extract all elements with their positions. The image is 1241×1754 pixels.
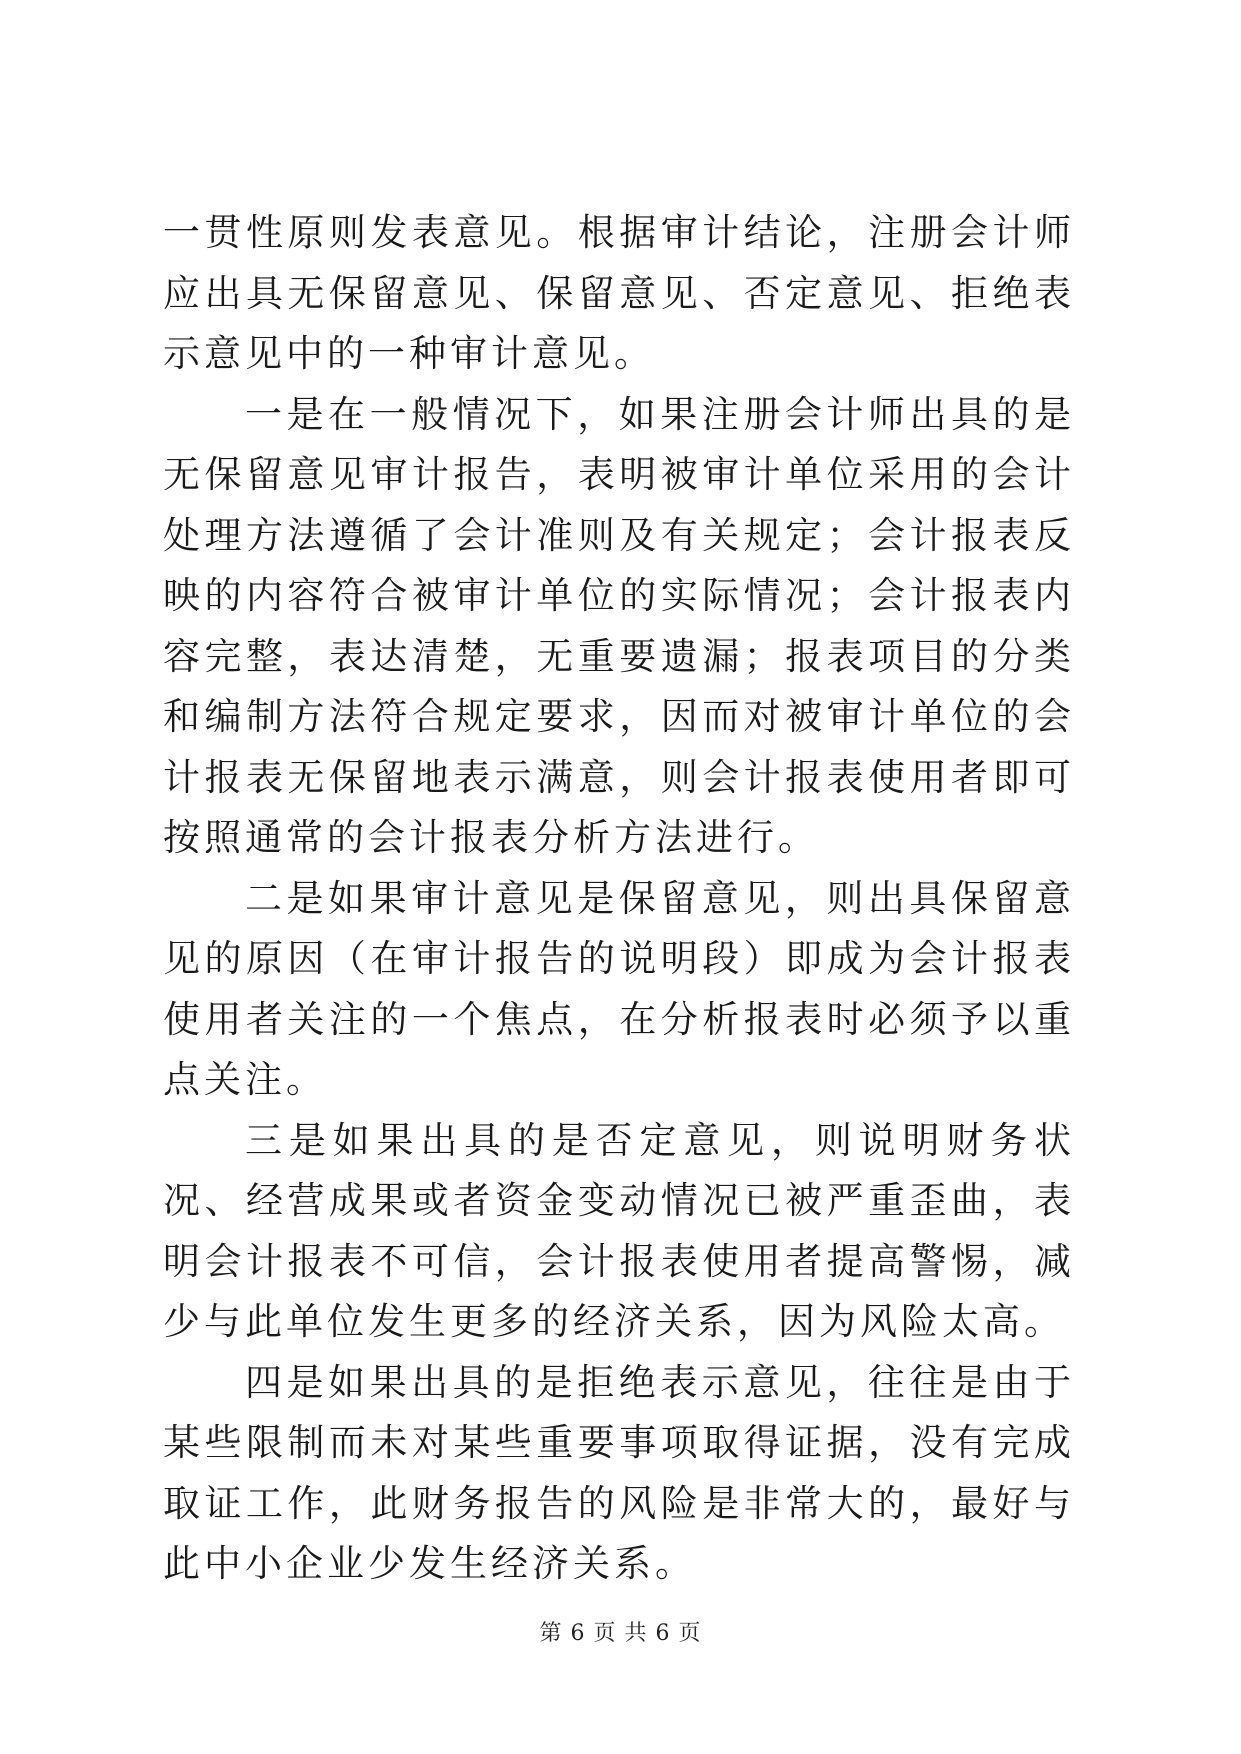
page-number-footer: 第 6 页 共 6 页 [539, 1621, 702, 1646]
paragraph-disclaimer-opinion: 四是如果出具的是拒绝表示意见，往往是由于某些限制而未对某些重要事项取得证据，没有完成取证工作，此财务报告的风险是非常大的，最好与此中小企业少发生经济关系。 [163, 1360, 1075, 1585]
document-body [163, 203, 1075, 1595]
paragraph-adverse-opinion: 三是如果出具的是否定意见，则说明财务状况、经营成果或者资金变动情况已被严重歪曲，表明会计报表不可信，会计报表使用者提高警惕，减少与此单位发生更多的经济关系，因为风险太高。 [163, 1118, 1075, 1343]
paragraph-unqualified-opinion: 一是在一般情况下，如果注册会计师出具的是无保留意见审计报告，表明被审计单位采用的会计处理方法遵循了会计准则及有关规定；会计报表反映的内容符合被审计单位的实际情况；会计报表内容完整，表达清楚，无重要遗漏；报表项目的分类和编制方法符合规定要求，因而对被审计单位的会计报表无保留地表示满意，则会计报表使用者即可按照通常的会计报表分析方法进行。 [163, 392, 1075, 859]
paragraph-qualified-opinion: 二是如果审计意见是保留意见，则出具保留意见的原因（在审计报告的说明段）即成为会计报表使用者关注的一个焦点，在分析报表时必须予以重点关注。 [163, 876, 1075, 1101]
paragraph-continuation: 一贯性原则发表意见。根据审计结论，注册会计师应出具无保留意见、保留意见、否定意见、拒绝表示意见中的一种审计意见。 [163, 211, 1075, 375]
